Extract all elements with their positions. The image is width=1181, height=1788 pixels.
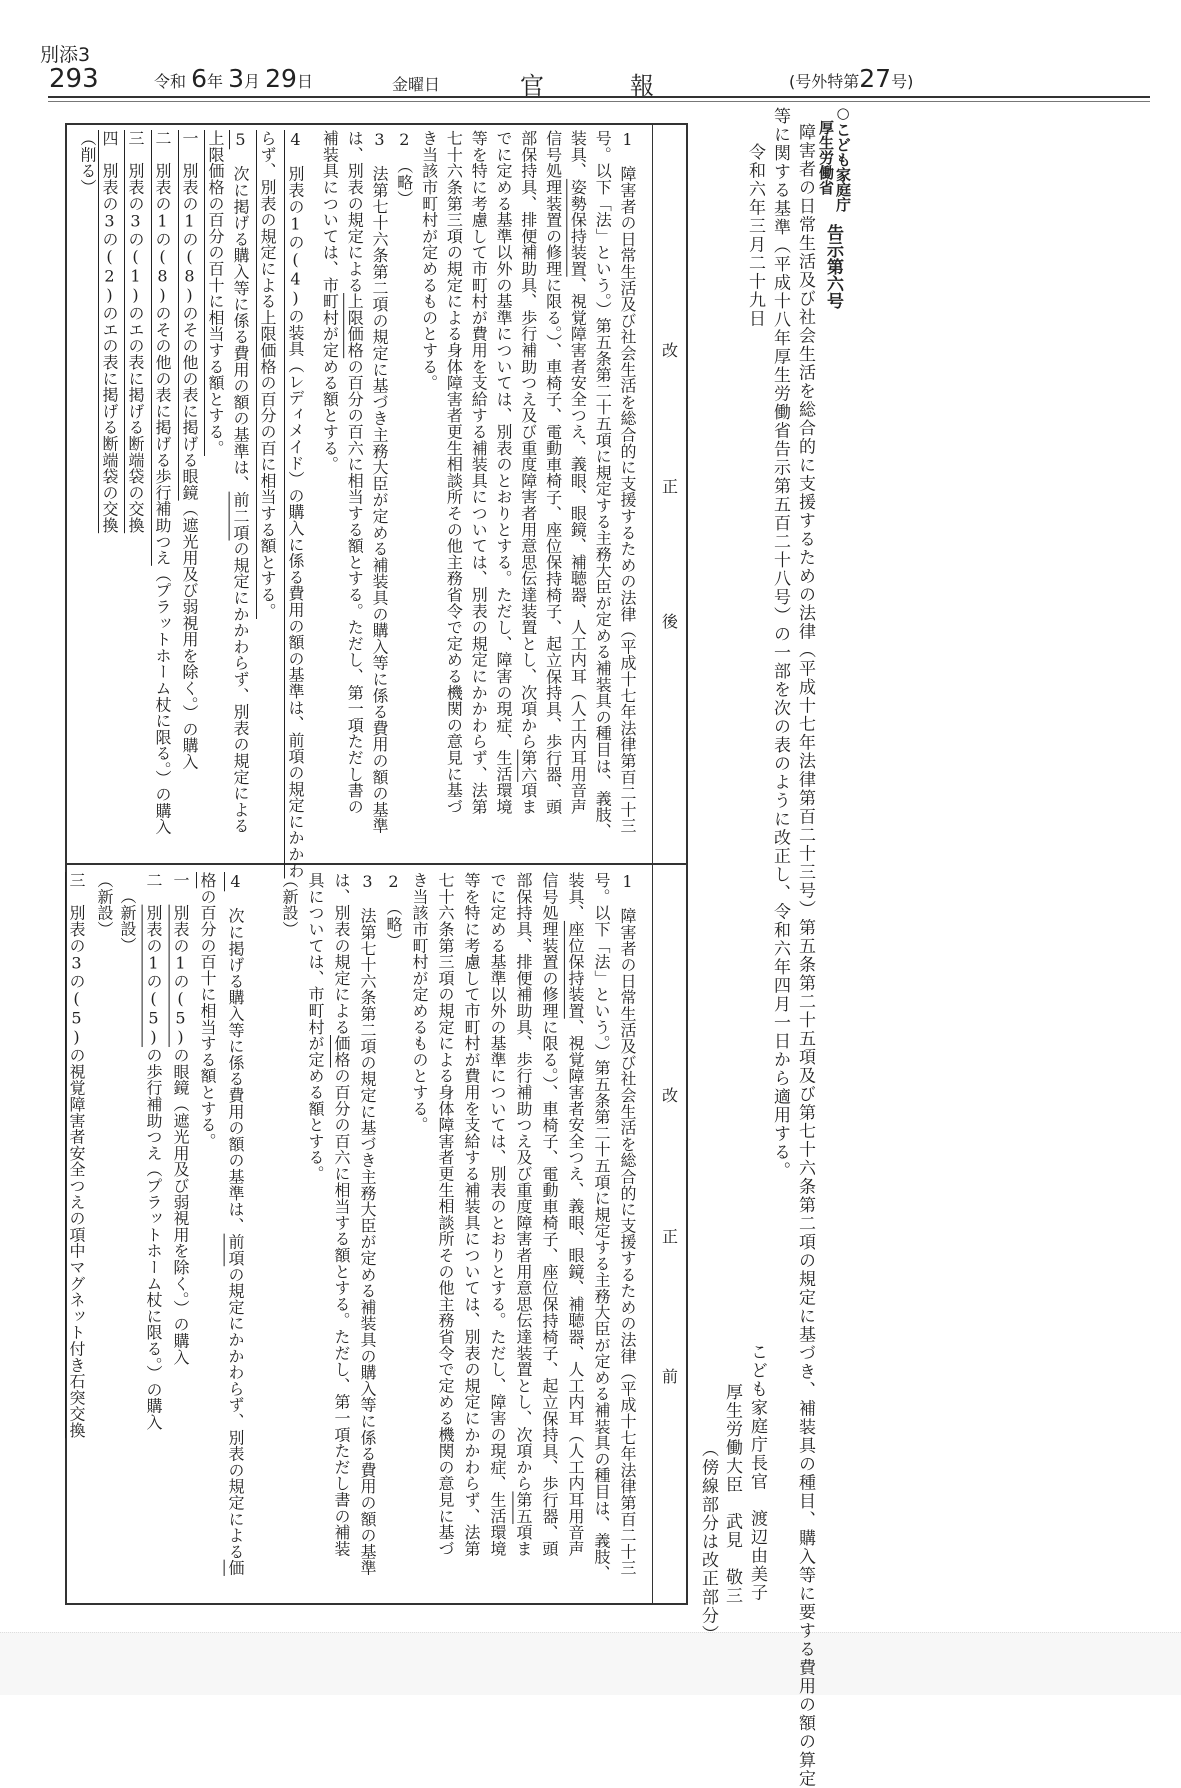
- text-segment: （プラットホーム杖に限る。）の購入: [153, 565, 172, 835]
- before-line: [381, 872, 405, 949]
- revised-text-segment: 格: [198, 872, 217, 889]
- date-year: 6: [191, 64, 208, 93]
- text-segment: 具については、市町村が定める額とする。: [306, 872, 325, 1182]
- text-segment: 、視覚障害者安全つえ、義眼、眼鏡、補聴器、人工内耳（人工内耳用音声: [566, 1018, 585, 1557]
- circle-mark: ○: [834, 104, 852, 122]
- label-char: 正: [661, 1226, 678, 1246]
- before-line: [115, 888, 139, 953]
- notice-title: 告示第六号: [823, 224, 843, 309]
- text-segment: 2 （略）: [394, 130, 414, 207]
- text-segment: 次に掲げる購入等に係る費用の額の基準は、: [226, 891, 245, 1234]
- revised-text-segment: 第六: [518, 749, 538, 783]
- text-segment: 一: [171, 872, 190, 905]
- before-line: [168, 872, 192, 1365]
- revised-text-segment: 4: [226, 872, 245, 892]
- before-line: [589, 872, 613, 1581]
- text-segment: （新設）: [95, 872, 114, 938]
- revised-text-segment: 上限価格: [345, 293, 365, 359]
- after-line: [516, 130, 540, 815]
- after-line: [228, 130, 252, 834]
- underline-note: （傍線部分は改正部分）: [698, 1440, 718, 1644]
- revised-text-segment: らず、別表の規定による上限価格の百分の百に相当する額とする。: [258, 130, 277, 619]
- label-char: 正: [661, 476, 678, 496]
- after-line: [590, 130, 614, 839]
- text-segment: 部保持具、排便補助具、歩行補助つえ及び重度障害者用意思伝達装置とし、次項から: [514, 872, 533, 1492]
- revised-text-segment: 価: [226, 1559, 245, 1576]
- text-segment: 信号処理装置の修理に限る。）、車椅子、電動車椅子、座位保持椅子、起立保持具、歩行器、頭: [543, 130, 563, 815]
- agency-children: こども家庭庁: [834, 122, 852, 212]
- text-segment: 等を特に考慮して市町村が費用を支給する補装具については、別表の規定にかかわらず、法第: [462, 872, 481, 1557]
- after-line: [123, 130, 147, 533]
- after-line: [417, 130, 441, 391]
- date-month: 3: [228, 64, 245, 93]
- issue-date: [154, 64, 313, 93]
- after-line: [491, 130, 515, 815]
- text-segment: 次に掲げる購入等に係る費用の額の基準は、: [231, 149, 250, 492]
- weekday: 金曜日: [392, 75, 441, 94]
- text-segment: き当該市町村が定めるものとする。: [419, 130, 439, 391]
- issue-number-value: 27: [859, 64, 892, 93]
- comparison-table: [65, 123, 688, 1605]
- text-segment: 1 障害者の日常生活及び社会生活を総合的に支援するための法律（平成十七年法律第百二十三: [618, 130, 637, 834]
- text-segment: （新設）: [118, 888, 137, 954]
- month-kanji: 月: [244, 72, 261, 91]
- text-segment: の百分の百六に相当する額とする。ただし、第一項ただし書の補装: [332, 1067, 351, 1557]
- notice-date: 令和六年三月二十九日: [745, 143, 765, 328]
- section-divider: [67, 863, 686, 865]
- revised-text-segment: 4 別表の1の(4)の装具（レディメイド）の購入に係る費用の額の基準は、前項の規定にかかわ: [286, 130, 305, 879]
- text-segment: は、別表の規定による: [345, 130, 365, 293]
- gazette-title-po: 報: [630, 72, 654, 100]
- text-segment: の規定にかかわらず、別表の規定による: [226, 1266, 245, 1560]
- text-segment: 信号処理装置の修理に限る。）、車椅子、電動車椅子、座位保持椅子、起立保持具、歩行器、頭: [540, 872, 559, 1557]
- after-line: [565, 130, 589, 815]
- text-segment: は、別表の規定による: [332, 872, 351, 1035]
- text-segment: 二: [144, 872, 163, 905]
- gazette-title-kan: 官: [520, 72, 544, 100]
- text-segment: 項ま: [514, 1524, 533, 1557]
- text-segment: 七十六条第三項の規定による身体障害者更生相談所その他主務省令で定める機関の意見に基づ: [444, 130, 464, 815]
- issue-suffix: 号): [891, 72, 914, 91]
- revised-text-segment: 三 別表の3の(5)の視覚障害者安全つえの項中マグネット付き石突交換: [67, 872, 86, 1439]
- before-line: [195, 872, 219, 1149]
- annex-label: 別添3: [40, 44, 91, 66]
- after-line: [441, 130, 465, 815]
- text-segment: 補装具については、市町村が定める額とする。: [320, 130, 340, 473]
- label-char: 改: [661, 340, 678, 360]
- after-line: [75, 130, 99, 195]
- after-line: [97, 130, 121, 533]
- text-segment: でに定める基準以外の基準については、別表のとおりとする。ただし、障害の現症、生活環境: [488, 872, 507, 1557]
- before-line: [277, 872, 301, 937]
- after-line: [466, 130, 490, 815]
- day-kanji: 日: [296, 72, 313, 91]
- date-era: 令和: [154, 72, 187, 91]
- revised-text-segment: 上限価格の百分の百十に相当する額とする。: [206, 130, 225, 456]
- before-revision-label: [653, 965, 687, 1505]
- issue-number: [789, 64, 913, 93]
- header-rule: [48, 96, 1150, 102]
- before-line: [433, 872, 457, 1557]
- before-line: [407, 872, 431, 1133]
- text-segment: （新設）: [280, 872, 299, 938]
- revised-text-segment: 三 別表の3の(1)のエの表に掲げる断端袋の交換: [126, 130, 145, 534]
- text-segment: 、視覚障害者安全つえ、義眼、眼鏡、補聴器、人工内耳（人工内耳用音声: [568, 276, 588, 815]
- signer-children-agency: こども家庭庁長官 渡辺由美子: [747, 1343, 767, 1602]
- revised-text-segment: 第五: [514, 1491, 533, 1525]
- before-line: [459, 872, 483, 1557]
- year-kanji: 年: [207, 72, 224, 91]
- text-segment: 号。以下「法」という。）第五条第二十五項に規定する主務大臣が定める補装具の種目は、義肢、: [592, 872, 611, 1582]
- text-segment: 項ま: [518, 782, 538, 815]
- revised-text-segment: 別表の1の(5): [144, 904, 163, 1048]
- before-line: [223, 872, 247, 1576]
- text-segment: の眼鏡（遮光用及び弱視用を除く。）の購入: [171, 1047, 190, 1366]
- page-number: 293: [49, 64, 99, 94]
- text-segment: き当該市町村が定めるものとする。: [410, 872, 429, 1133]
- text-segment: 部保持具、排便補助具、歩行補助つえ及び重度障害者用意思伝達装置とし、次項から: [518, 130, 538, 750]
- text-segment: 1 障害者の日常生活及び社会生活を総合的に支援するための法律（平成十七年法律第百二十三: [618, 872, 637, 1576]
- after-revision-label: [653, 225, 687, 745]
- after-line: [317, 130, 341, 472]
- before-line: [563, 872, 587, 1557]
- label-char: 前: [661, 1367, 678, 1387]
- date-day: 29: [265, 64, 297, 93]
- text-segment: の規定にかかわらず、別表の規定による: [231, 540, 250, 834]
- text-segment: 七十六条第三項の規定による身体障害者更生相談所その他主務省令で定める機関の意見に基づ: [436, 872, 455, 1557]
- before-line: [485, 872, 509, 1557]
- notice-body-line-1: 障害者の日常生活及び社会生活を総合的に支援するための法律（平成十七年法律第百二十三号）第五条第二十五項及び第七十六条第二項の規定に基づき、補装具の種目、購入等に要する費用の額の算定: [795, 123, 815, 1788]
- after-line: [615, 130, 639, 834]
- text-segment: 号。以下「法」という。）第五条第二十五項に規定する主務大臣が定める補装具の種目は、義肢、: [593, 130, 613, 840]
- notice-agency-1: [835, 104, 851, 212]
- before-line: [537, 872, 561, 1557]
- before-line: [303, 872, 327, 1182]
- before-line: [511, 872, 535, 1557]
- before-line: [329, 872, 353, 1557]
- notice-agency-2: 厚生労働省: [817, 120, 835, 195]
- text-segment: 3 法第七十六条第二項の規定に基づき主務大臣が定める補装具の購入等に係る費用の額の基準: [370, 130, 389, 834]
- before-line: [141, 872, 165, 1430]
- revised-text-segment: 前二項: [231, 491, 250, 541]
- page-bottom-margin: [0, 1632, 1181, 1695]
- revised-text-segment: 一 別表の1の(8)のその他の表に掲げる眼鏡: [180, 130, 199, 501]
- after-line: [203, 130, 227, 456]
- after-line: [367, 130, 391, 834]
- text-segment: の歩行補助つえ（プラットホーム杖に限る。）の購入: [144, 1047, 163, 1431]
- revised-text-segment: 座位保持装置: [566, 920, 585, 1019]
- revised-text-segment: 二 別表の1の(8)のその他の表に掲げる歩行補助つえ: [153, 130, 172, 566]
- revised-text-segment: 前項: [226, 1233, 245, 1267]
- after-line: [150, 130, 174, 835]
- revised-text-segment: 価格: [332, 1035, 351, 1068]
- after-line: [541, 130, 565, 815]
- before-line: [355, 872, 379, 1576]
- after-line: [177, 130, 201, 770]
- text-segment: 装具、: [568, 130, 588, 179]
- label-char: 後: [661, 612, 678, 632]
- text-segment: の百分の百六に相当する額とする。ただし、第一項ただし書の: [345, 358, 365, 815]
- text-segment: （遮光用及び弱視用を除く。）の購入: [180, 500, 199, 770]
- label-char: 改: [661, 1085, 678, 1105]
- revised-text-segment: 別表の1の(5): [171, 904, 190, 1048]
- text-segment: 等を特に考慮して市町村が費用を支給する補装具については、別表の規定にかかわらず、法第: [469, 130, 489, 815]
- text-segment: の百分の百十に相当する額とする。: [198, 888, 217, 1150]
- after-line: [392, 130, 416, 207]
- notice-body-line-2: 等に関する基準（平成十八年厚生労働省告示第五百二十八号）の一部を次の表のように改正し、令和六年四月一日から適用する。: [770, 107, 790, 1180]
- issue-prefix: (号外特第: [789, 72, 860, 91]
- after-line: [283, 130, 307, 879]
- before-line: [92, 872, 116, 937]
- before-line: [615, 872, 639, 1576]
- revised-text-segment: 姿勢保持装置: [568, 178, 588, 277]
- revised-text-segment: 5: [231, 130, 250, 150]
- text-segment: 装具、: [566, 872, 585, 921]
- text-segment: 3 法第七十六条第二項の規定に基づき主務大臣が定める補装具の購入等に係る費用の額の基準: [358, 872, 377, 1576]
- after-line: [342, 130, 366, 815]
- revised-text-segment: 四 別表の3の(2)のエの表に掲げる断端袋の交換: [100, 130, 119, 534]
- after-line: [255, 130, 279, 619]
- before-line: [64, 872, 88, 1438]
- text-segment: でに定める基準以外の基準については、別表のとおりとする。ただし、障害の現症、生活環境: [494, 130, 513, 815]
- signer-mhlw: 厚生労働大臣 武見 敬三: [722, 1383, 742, 1605]
- text-segment: （削る）: [78, 130, 97, 196]
- text-segment: 2 （略）: [384, 872, 403, 949]
